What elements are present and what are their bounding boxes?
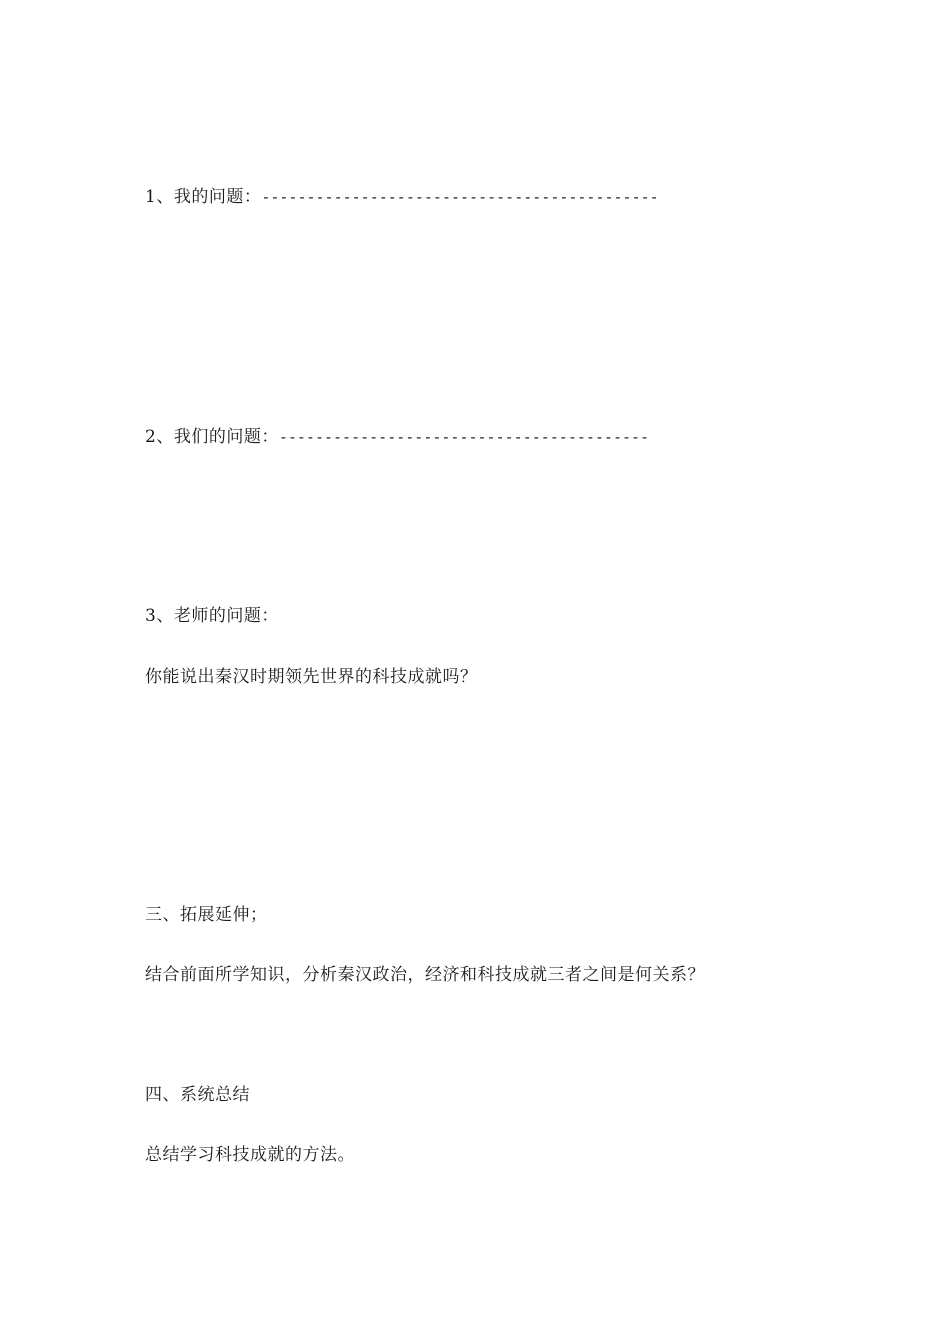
our-question-line <box>145 426 649 448</box>
our-question-label: 2、我们的问题： <box>145 427 279 447</box>
section-extension-text: 结合前面所学知识，分析秦汉政治，经济和科技成就三者之间是何关系？ <box>145 965 705 985</box>
section-extension-heading: 三、拓展延伸； <box>145 905 268 925</box>
my-question-line <box>145 186 659 208</box>
teacher-question-label: 3、老师的问题： <box>145 606 279 626</box>
teacher-question-text: 你能说出秦汉时期领先世界的科技成就吗？ <box>145 667 478 687</box>
section-summary-text: 总结学习科技成就的方法。 <box>145 1145 355 1165</box>
my-question-label: 1、我的问题： <box>145 187 262 207</box>
our-question-answer-blank: ----------------------------------------- <box>278 428 650 446</box>
section-summary-heading: 四、系统总结 <box>145 1085 250 1105</box>
my-question-answer-blank: -------------------------------------------- <box>261 188 659 206</box>
